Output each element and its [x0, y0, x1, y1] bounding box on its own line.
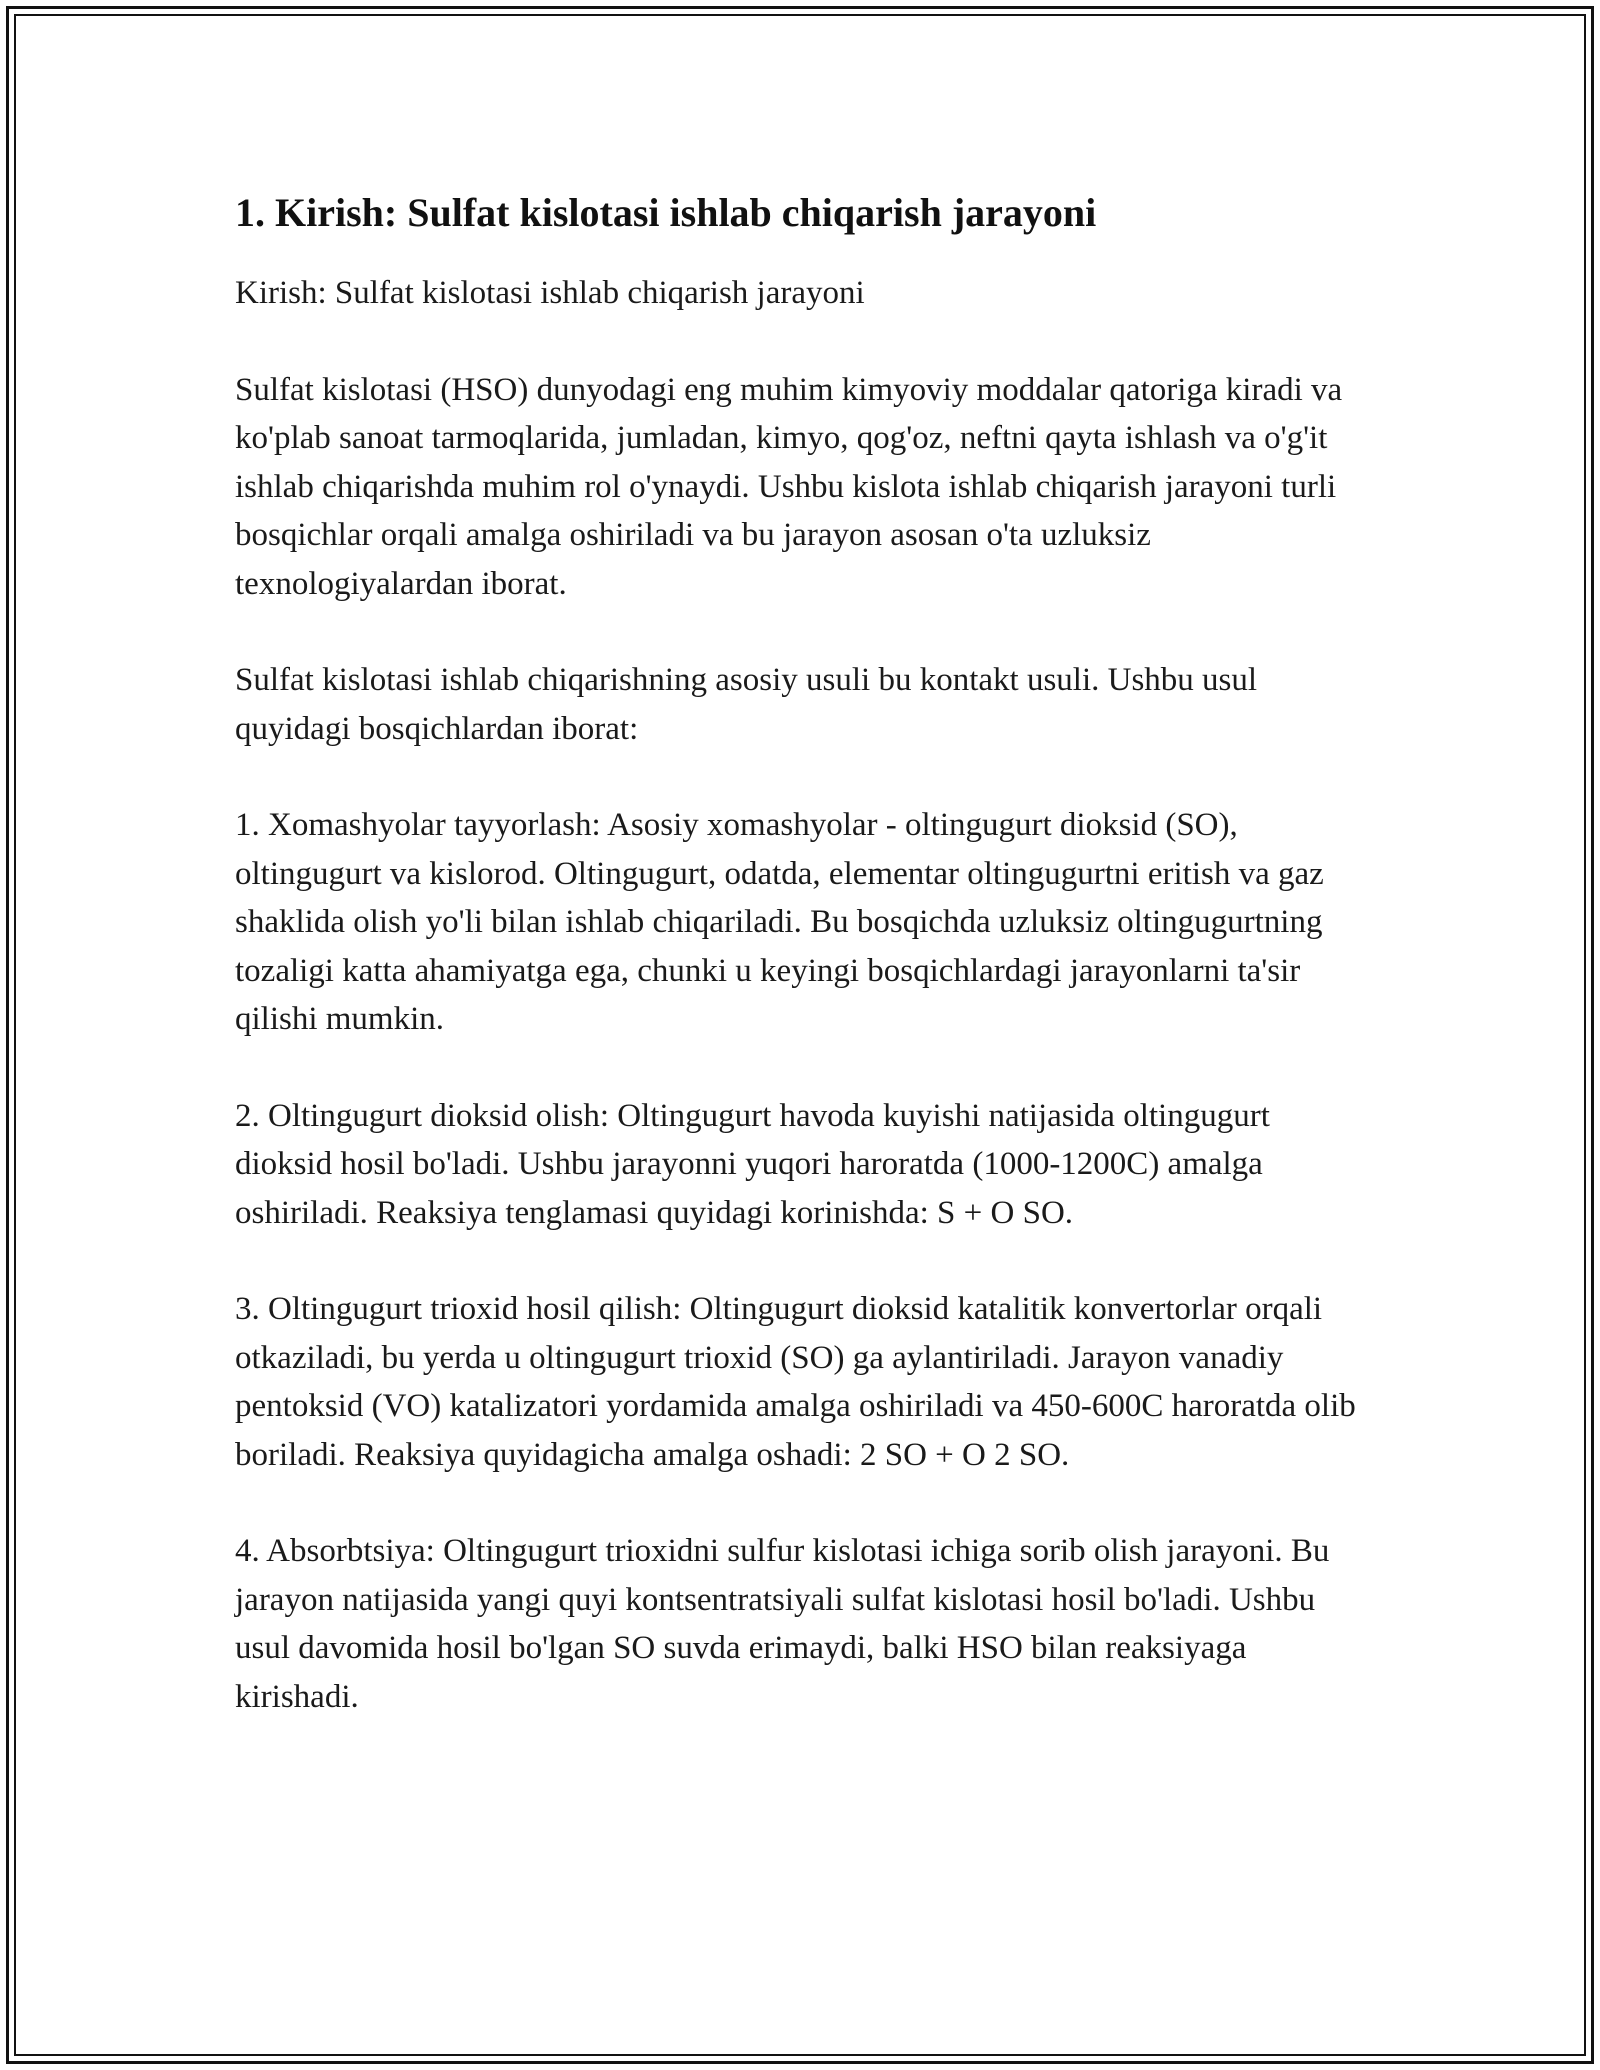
section-heading: 1. Kirish: Sulfat kislotasi ishlab chiqarish jarayoni [235, 190, 1097, 235]
paragraph-intro-title: Kirish: Sulfat kislotasi ishlab chiqarish jarayoni [235, 275, 865, 311]
paragraph-step-3: 3. Oltingugurt trioxid hosil qilish: Oltingugurt dioksid katalitik konvertorlar orqali otkaziladi, bu yerda u oltingugurt trioxid (SO) ga aylantiriladi. Jarayon vanadiy pentoksid (VO) katalizatori yordamida amalga oshiriladi va 450-600C haroratda olib boriladi. Reaksiya quyidagicha amalga oshadi: 2 SO + O 2 SO. [235, 1291, 1356, 1473]
paragraph-step-1: 1. Xomashyolar tayyorlash: Asosiy xomashyolar - oltingugurt dioksid (SO), oltingugurt va kislorod. Oltingugurt, odatda, elementar oltingugurtni eritish va gaz shaklida olish yo'li bilan ishlab chiqariladi. Bu bosqichda uzluksiz oltingugurtning tozaligi katta ahamiyatga ega, chunki u keyingi bosqichlardagi jarayonlarni ta'sir qilishi mumkin. [235, 807, 1324, 1037]
paragraph-step-2: 2. Oltingugurt dioksid olish: Oltingugurt havoda kuyishi natijasida oltingugurt dioksid hosil bo'ladi. Ushbu jarayonni yuqori haroratda (1000-1200C) amalga oshiriladi. Reaksiya tenglamasi quyidagi korinishda: S + O SO. [235, 1097, 1270, 1231]
paragraph-method: Sulfat kislotasi ishlab chiqarishning asosiy usuli bu kontakt usuli. Ushbu usul quyidagi bosqichlardan iborat: [235, 662, 1258, 747]
paragraph-overview: Sulfat kislotasi (HSO) dunyodagi eng muhim kimyoviy moddalar qatoriga kiradi va ko'plab sanoat tarmoqlarida, jumladan, kimyo, qog'oz, neftni qayta ishlash va o'g'it ishlab chiqarishda muhim rol o'ynaydi. Ushbu kislota ishlab chiqarish jarayoni turli bosqichlar orqali amalga oshiriladi va bu jarayon asosan o'ta uzluksiz texnologiyalardan iborat. [235, 371, 1343, 602]
document-body [235, 185, 1365, 1769]
paragraph-step-4: 4. Absorbtsiya: Oltingugurt trioxidni sulfur kislotasi ichiga sorib olish jarayoni. Bu jarayon natijasida yangi quyi kontsentratsiyali sulfat kislotasi hosil bo'ladi. Ushbu usul davomida hosil bo'lgan SO suvda erimaydi, balki HSO bilan reaksiyaga kirishadi. [235, 1533, 1330, 1715]
